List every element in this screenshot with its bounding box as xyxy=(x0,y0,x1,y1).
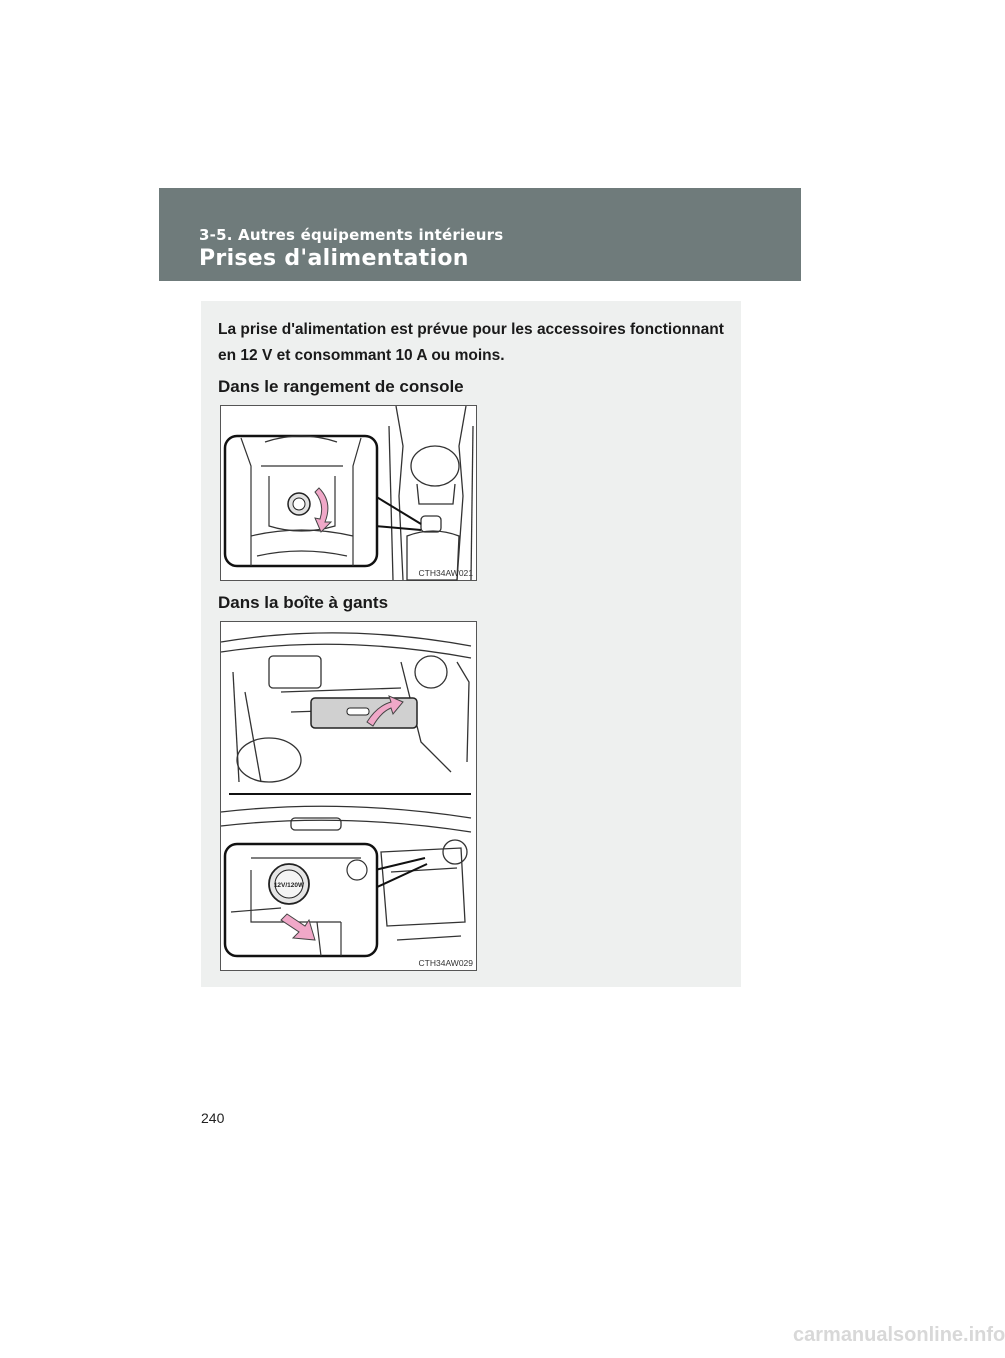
page-header xyxy=(159,188,801,281)
console-heading: Dans le rangement de console xyxy=(218,377,464,396)
glovebox-figure xyxy=(220,621,477,971)
page-number: 240 xyxy=(201,1110,225,1126)
figure-code: CTH34AW021 xyxy=(418,568,473,578)
intro-text: La prise d'alimentation est prévue pour les accessoires fonctionnant en 12 V et consommant 10 A ou moins. xyxy=(218,321,724,364)
console-figure xyxy=(220,405,477,581)
watermark: carmanualsonline.info xyxy=(793,1324,1005,1346)
figure-code: CTH34AW029 xyxy=(418,958,473,968)
content-box xyxy=(201,301,741,987)
socket-label: 12V/120W xyxy=(273,882,305,889)
console-illustration xyxy=(221,406,476,580)
glovebox-illustration xyxy=(221,622,476,970)
page-title: Prises d'alimentation xyxy=(199,246,469,271)
section-label: 3-5. Autres équipements intérieurs xyxy=(199,226,504,244)
glovebox-heading: Dans la boîte à gants xyxy=(218,593,389,612)
